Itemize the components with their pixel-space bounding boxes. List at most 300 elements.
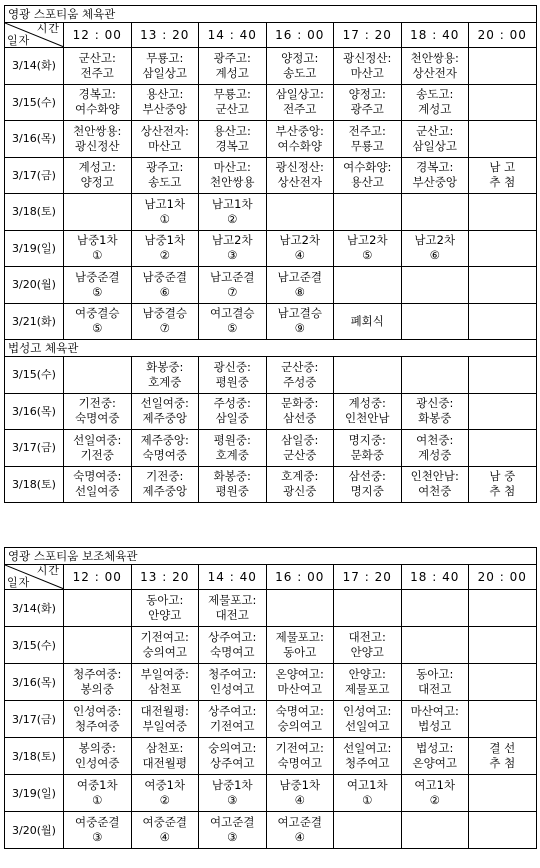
match-cell [334,812,402,849]
match-cell [64,157,132,194]
date-cell: 3/17(금) [5,701,64,738]
match-cell [64,393,132,430]
schedule-row [5,812,537,849]
header-corner [5,23,64,48]
match-text: 광신중 [283,484,317,499]
match-text: 인성여중 [75,756,120,770]
match-cell [64,48,132,85]
match-text: 여중결승 [75,306,120,321]
match-text: 삼일상고 [412,138,457,153]
match-text: 삼선중 [283,411,317,426]
match-cell [199,738,267,775]
match-text: 부산중앙 [412,175,457,190]
match-text: 송도고 [148,175,182,190]
section-title-text: 영광 스포티움 체육관 [8,6,116,21]
match-cell [469,393,537,430]
match-text: 전주고 [283,102,317,117]
time-header: 12 : 00 [64,565,132,590]
match-text: ③ [227,793,238,807]
match-text: 청주여중 [75,719,120,733]
match-cell [131,230,199,267]
match-text: ⑥ [159,284,170,299]
match-text: ④ [159,830,170,844]
section-title [5,340,537,357]
match-cell [334,121,402,158]
time-header: 17 : 20 [334,565,402,590]
match-cell [401,590,469,627]
match-text: 여중1차 [144,778,186,792]
match-text: 남고2차 [414,233,456,248]
match-cell [199,157,267,194]
match-text: ⑤ [92,321,103,336]
match-cell [199,267,267,304]
match-text: 호계중 [215,447,249,462]
match-cell [469,121,537,158]
match-cell [334,738,402,775]
match-cell [199,303,267,340]
match-cell [401,48,469,85]
match-text: 남중준결 [75,269,120,284]
match-text: 추 첨 [489,484,516,499]
match-text: ② [429,793,440,807]
header-row [5,23,537,48]
match-cell [266,590,334,627]
match-cell [131,466,199,503]
match-cell [199,466,267,503]
match-text: 계성중: [348,396,386,411]
match-text: 광신정산: [275,160,324,175]
match-cell [64,664,132,701]
match-cell [131,121,199,158]
match-cell [334,627,402,664]
match-text: 무룡고: [213,87,251,102]
time-header: 18 : 40 [401,23,469,48]
match-text: 양정고 [80,175,114,190]
match-cell [401,267,469,304]
match-text: 군산중: [281,359,319,374]
match-text: 무룡고 [350,138,384,153]
match-text: 남고결승 [277,306,322,321]
match-text: 남고준결 [277,269,322,284]
match-text: 삼천포 [148,682,182,696]
match-cell [266,230,334,267]
match-text: 남고2차 [211,233,253,248]
match-cell [64,466,132,503]
match-text: 군산중 [283,447,317,462]
match-cell [334,230,402,267]
match-cell [199,664,267,701]
match-text: ① [159,211,170,226]
match-text: 숭의여고 [277,719,322,733]
match-text: 남중1차 [76,233,118,248]
match-text: 용산고 [350,175,384,190]
match-text: 경복고: [78,87,116,102]
match-text: 기전여고: [140,630,189,644]
match-text: ⑦ [227,284,238,299]
match-cell [266,357,334,394]
match-text: 평원중 [215,374,249,389]
match-text: 청주여고 [345,756,390,770]
time-header: 18 : 40 [401,565,469,590]
schedule-row [5,194,537,231]
match-cell [334,303,402,340]
match-cell [266,664,334,701]
match-text: 선일여중 [75,484,120,499]
match-text: 대전월평: [140,704,189,718]
match-cell [401,157,469,194]
match-cell [469,194,537,231]
match-text: 여수화양: [343,160,392,175]
match-cell [266,48,334,85]
date-cell: 3/19(일) [5,230,64,267]
match-text: 기전중: [78,396,116,411]
match-text: ④ [294,248,305,263]
date-cell: 3/17(금) [5,157,64,194]
match-text: ⑥ [429,248,440,263]
match-cell [334,590,402,627]
match-cell [64,627,132,664]
time-header: 16 : 00 [266,565,334,590]
match-cell [64,738,132,775]
match-cell [334,267,402,304]
date-cell: 3/16(목) [5,393,64,430]
match-text: 계성고: [78,160,116,175]
match-cell [469,590,537,627]
match-text: 숙명여중 [75,411,120,426]
date-cell: 3/17(금) [5,430,64,467]
match-text: 계성중 [418,447,452,462]
match-text: 부산중앙 [142,102,187,117]
match-cell [131,775,199,812]
match-cell [131,357,199,394]
match-cell [131,627,199,664]
match-text: 남중1차 [144,233,186,248]
match-cell [64,812,132,849]
match-cell [64,775,132,812]
match-text: 기전중 [80,447,114,462]
match-text: ③ [227,830,238,844]
match-text: 삼선중: [348,469,386,484]
match-cell [64,590,132,627]
match-text: 추 첨 [489,756,516,770]
match-text: 군산고 [215,102,249,117]
schedule-row [5,627,537,664]
match-cell [199,194,267,231]
match-cell [469,267,537,304]
section-title-text: 법성고 체육관 [8,340,79,355]
match-text: 남중결승 [142,306,187,321]
match-cell [334,466,402,503]
match-cell [64,430,132,467]
match-cell [334,430,402,467]
match-cell [401,430,469,467]
section-title [5,548,537,565]
date-cell: 3/15(수) [5,84,64,121]
match-text: 동아고: [416,667,454,681]
match-cell [131,590,199,627]
date-cell: 3/16(목) [5,121,64,158]
match-text: 남중준결 [142,269,187,284]
match-text: 숙명여중: [73,469,122,484]
match-cell [131,194,199,231]
match-text: ① [92,248,103,263]
match-text: 청주여고: [208,667,257,681]
match-text: 천안쌍용: [73,123,122,138]
match-cell [266,627,334,664]
match-cell [131,267,199,304]
match-text: 마산고 [350,65,384,80]
match-text: 삼일중 [215,411,249,426]
match-text: 상산전자 [277,175,322,190]
match-cell [199,393,267,430]
match-text: ⑤ [92,284,103,299]
schedule-row [5,84,537,121]
match-cell [131,393,199,430]
time-header: 20 : 00 [469,23,537,48]
match-text: ⑤ [362,248,373,263]
match-text: 삼일중: [281,432,319,447]
match-text: 여천중 [418,484,452,499]
match-text: 선일여중: [140,396,189,411]
match-cell [64,701,132,738]
match-cell [469,775,537,812]
match-text: 삼일상고 [142,65,187,80]
section-title-row [5,340,537,357]
match-cell [469,466,537,503]
match-text: 호계중 [148,374,182,389]
match-text: 남 고 [489,160,516,175]
match-cell [199,357,267,394]
match-text: 남고2차 [279,233,321,248]
match-text: 여고1차 [346,778,388,792]
schedule-row [5,303,537,340]
date-cell: 3/19(일) [5,775,64,812]
match-text: 군산고: [416,123,454,138]
section-title-row [5,548,537,565]
match-cell [131,303,199,340]
match-text: 양정고: [348,87,386,102]
match-text: 기전여고: [275,741,324,755]
match-text: 대전고: [348,630,386,644]
match-cell [199,590,267,627]
match-text: ④ [294,793,305,807]
match-text: ① [362,793,373,807]
match-text: 법성고 [418,719,452,733]
match-cell [266,701,334,738]
match-cell [64,357,132,394]
match-cell [401,701,469,738]
match-cell [199,84,267,121]
match-cell [131,664,199,701]
match-cell [401,357,469,394]
match-text: 부일여중 [142,719,187,733]
match-cell [469,303,537,340]
match-cell [401,627,469,664]
match-text: 용산고: [213,123,251,138]
match-text: ③ [227,248,238,263]
match-text: 추 첨 [489,175,516,190]
schedule-row [5,664,537,701]
match-text: 화봉중: [213,469,251,484]
date-cell: 3/20(월) [5,267,64,304]
match-text: 봉의중: [78,741,116,755]
match-cell [64,121,132,158]
match-text: 청주여중: [73,667,122,681]
match-cell [266,84,334,121]
match-text: 남고2차 [346,233,388,248]
match-cell [334,48,402,85]
match-text: 여고준결 [210,815,255,829]
match-text: 전주고: [348,123,386,138]
match-cell [469,84,537,121]
match-text: 동아고: [146,593,184,607]
match-cell [334,157,402,194]
match-text: 제물포고: [275,630,324,644]
match-text: 상주여고 [210,756,255,770]
match-cell [64,84,132,121]
match-cell [334,664,402,701]
match-text: 결 선 [489,741,516,755]
match-text: 남고1차 [211,196,253,211]
match-text: ② [159,248,170,263]
time-label: 시간 [36,23,60,35]
match-text: ② [159,793,170,807]
time-header: 13 : 20 [131,23,199,48]
schedule-table-1 [4,5,537,503]
match-text: 군산고: [78,50,116,65]
match-cell [401,230,469,267]
time-header: 14 : 40 [199,23,267,48]
match-cell [334,701,402,738]
match-cell [469,701,537,738]
match-text: 광신중: [213,359,251,374]
match-text: 인성여고 [210,682,255,696]
match-text: 제주중앙: [140,432,189,447]
match-text: 대전월평 [142,756,187,770]
match-text: 인천안남: [410,469,459,484]
match-text: 여중준결 [142,815,187,829]
match-text: 경복고 [215,138,249,153]
schedule-row [5,430,537,467]
match-text: ⑦ [159,321,170,336]
match-cell [266,157,334,194]
match-text: 인천안남 [345,411,390,426]
match-text: ③ [92,830,103,844]
schedule-row [5,157,537,194]
match-text: 주성중: [213,396,251,411]
match-text: 숙명여고 [277,756,322,770]
match-cell [266,738,334,775]
date-cell: 3/14(화) [5,590,64,627]
match-cell [469,230,537,267]
match-text: 숭의여고 [142,645,187,659]
match-cell [131,157,199,194]
match-text: 마산고 [148,138,182,153]
match-cell [199,430,267,467]
match-cell [266,194,334,231]
match-text: 화봉중 [418,411,452,426]
match-text: 마산여고 [277,682,322,696]
match-text: 마산고: [213,160,251,175]
match-cell [131,701,199,738]
match-text: 숙명여고: [275,704,324,718]
schedule-table-2 [4,547,537,849]
match-cell [401,121,469,158]
match-cell [401,775,469,812]
match-cell [469,664,537,701]
match-cell [266,393,334,430]
match-cell [334,775,402,812]
match-cell [469,357,537,394]
match-text: ② [227,211,238,226]
section-title-text: 영광 스포티움 보조체육관 [8,548,138,563]
match-cell [199,121,267,158]
match-text: 여고결승 [210,306,255,321]
match-text: 명지중: [348,432,386,447]
time-header: 16 : 00 [266,23,334,48]
match-cell [469,738,537,775]
match-cell [401,303,469,340]
match-cell [469,157,537,194]
time-header: 13 : 20 [131,565,199,590]
schedule-row [5,775,537,812]
match-text: 계성고 [215,65,249,80]
date-cell: 3/15(수) [5,627,64,664]
match-text: 평원중 [215,484,249,499]
match-text: 온양여고: [275,667,324,681]
match-text: 문화중: [281,396,319,411]
time-header: 17 : 20 [334,23,402,48]
match-cell [266,775,334,812]
match-cell [266,466,334,503]
match-text: 부산중앙: [275,123,324,138]
schedule-row [5,357,537,394]
match-cell [131,430,199,467]
match-text: 광신정산: [343,50,392,65]
match-text: 인성여중: [73,704,122,718]
match-text: 광주고: [213,50,251,65]
match-text: 삼일상고: [275,87,324,102]
match-text: 여천중: [416,432,454,447]
schedule-row [5,267,537,304]
time-header: 20 : 00 [469,565,537,590]
match-cell [199,775,267,812]
match-text: 송도고 [283,65,317,80]
schedule-row [5,590,537,627]
match-text: 상산전자 [412,65,457,80]
match-cell [199,627,267,664]
match-cell [334,84,402,121]
header-corner [5,565,64,590]
match-text: 온양여고 [412,756,457,770]
match-text: 명지중 [350,484,384,499]
match-text: 삼천포: [146,741,184,755]
match-text: 제주중앙 [142,411,187,426]
match-cell [64,194,132,231]
date-cell: 3/21(화) [5,303,64,340]
date-cell: 3/18(토) [5,194,64,231]
match-cell [266,430,334,467]
match-text: 숭의여고: [208,741,257,755]
match-text: 여중준결 [75,815,120,829]
match-text: 남중1차 [279,778,321,792]
date-cell: 3/16(목) [5,664,64,701]
match-cell [131,84,199,121]
match-text: 마산여고: [410,704,459,718]
match-text: 숙명여고 [210,645,255,659]
match-text: 여고1차 [414,778,456,792]
match-cell [401,466,469,503]
